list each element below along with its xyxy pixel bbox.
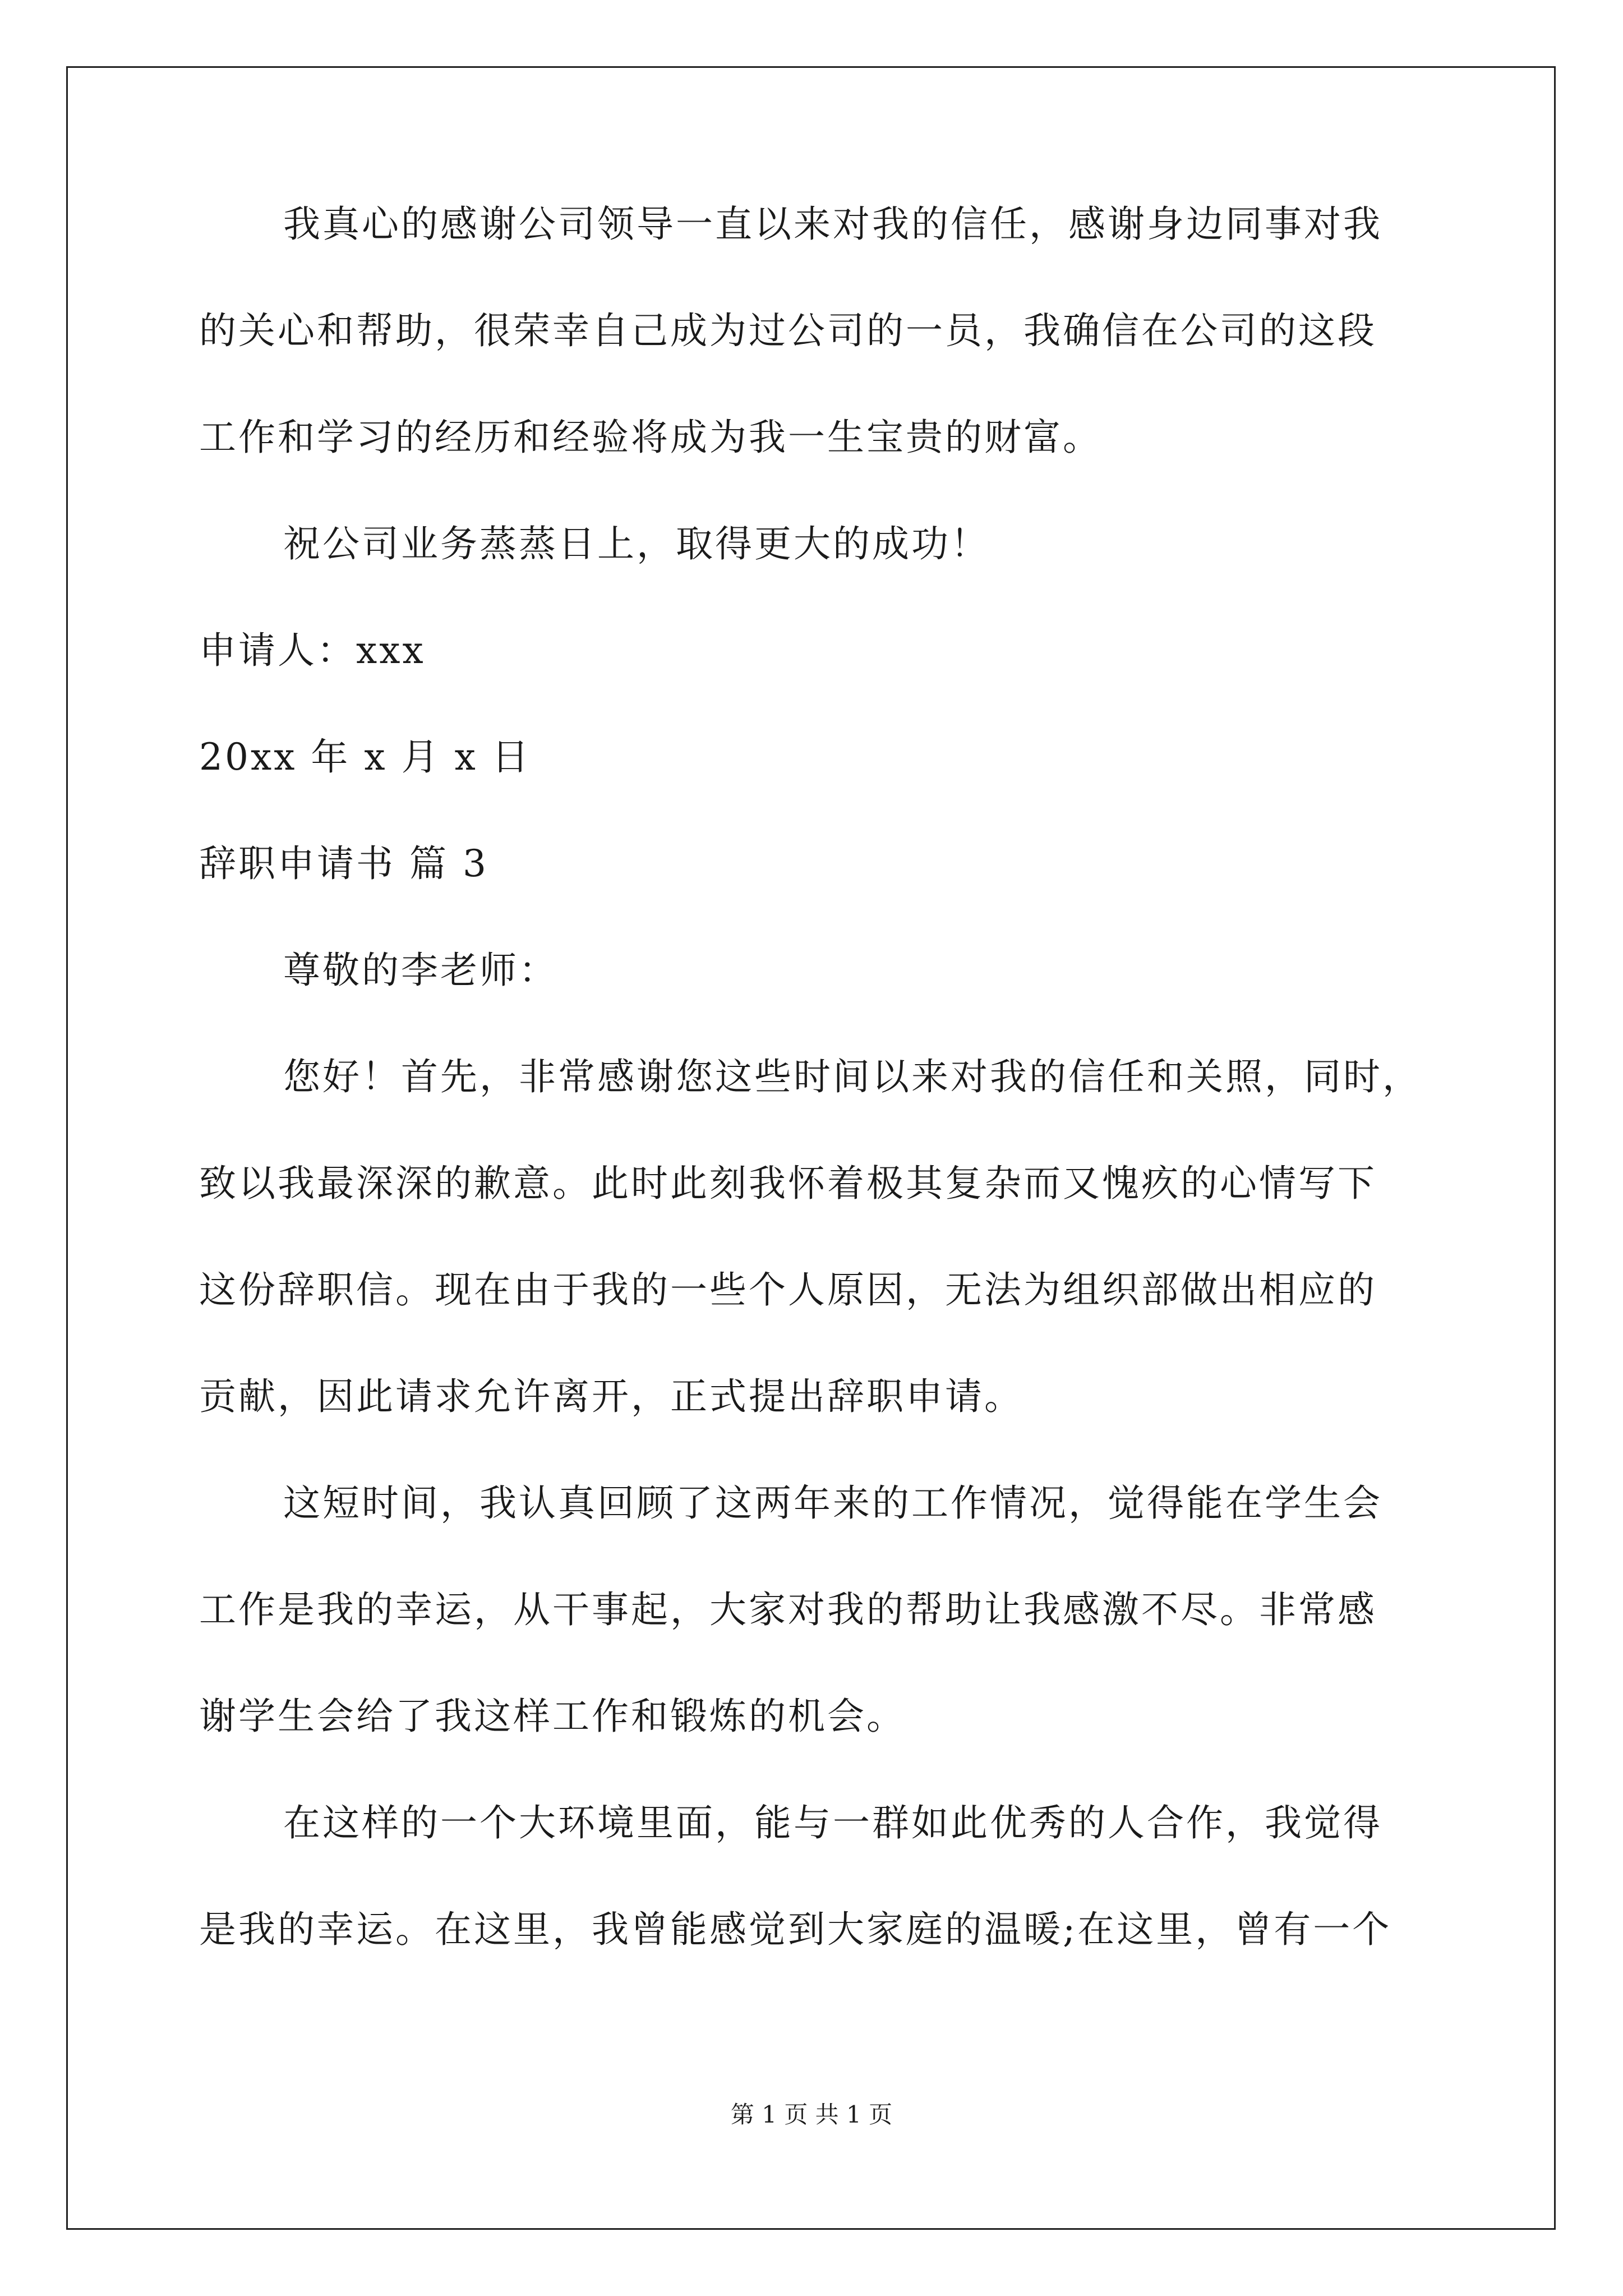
applicant-line: 申请人：xxx [199, 629, 426, 672]
paragraph-line: 在这样的一个大环境里面，能与一群如此优秀的人合作，我觉得 [283, 1801, 1382, 1844]
paragraph-line: 致以我最深深的歉意。此时此刻我怀着极其复杂而又愧疚的心情写下 [199, 1162, 1377, 1205]
paragraph-line: 的关心和帮助，很荣幸自己成为过公司的一员，我确信在公司的这段 [199, 309, 1377, 352]
paragraph-line: 我真心的感谢公司领导一直以来对我的信任，感谢身边同事对我 [283, 203, 1382, 246]
paragraph-line: 工作是我的幸运，从干事起，大家对我的帮助让我感激不尽。非常感 [199, 1588, 1377, 1631]
page-border [66, 66, 1556, 2230]
paragraph-line: 祝公司业务蒸蒸日上，取得更大的成功！ [283, 522, 990, 565]
paragraph-line: 这份辞职信。现在由于我的一些个人原因，无法为组织部做出相应的 [199, 1268, 1377, 1312]
paragraph-line: 谢学生会给了我这样工作和锻炼的机会。 [199, 1695, 906, 1738]
salutation: 尊敬的李老师： [283, 949, 558, 992]
section-heading: 辞职申请书 篇 3 [199, 842, 488, 885]
paragraph-line: 工作和学习的经历和经验将成为我一生宝贵的财富。 [199, 416, 1102, 459]
date-line: 20xx 年 x 月 x 日 [199, 735, 531, 779]
paragraph-line: 您好！首先，非常感谢您这些时间以来对我的信任和关照，同时， [283, 1055, 1422, 1098]
page-footer: 第 1 页 共 1 页 [730, 2101, 893, 2128]
paragraph-line: 这短时间，我认真回顾了这两年来的工作情况，觉得能在学生会 [283, 1481, 1382, 1525]
paragraph-line: 是我的幸运。在这里，我曾能感觉到大家庭的温暖;在这里，曾有一个 [199, 1908, 1392, 1951]
paragraph-line: 贡献，因此请求允许离开，正式提出辞职申请。 [199, 1375, 1023, 1418]
